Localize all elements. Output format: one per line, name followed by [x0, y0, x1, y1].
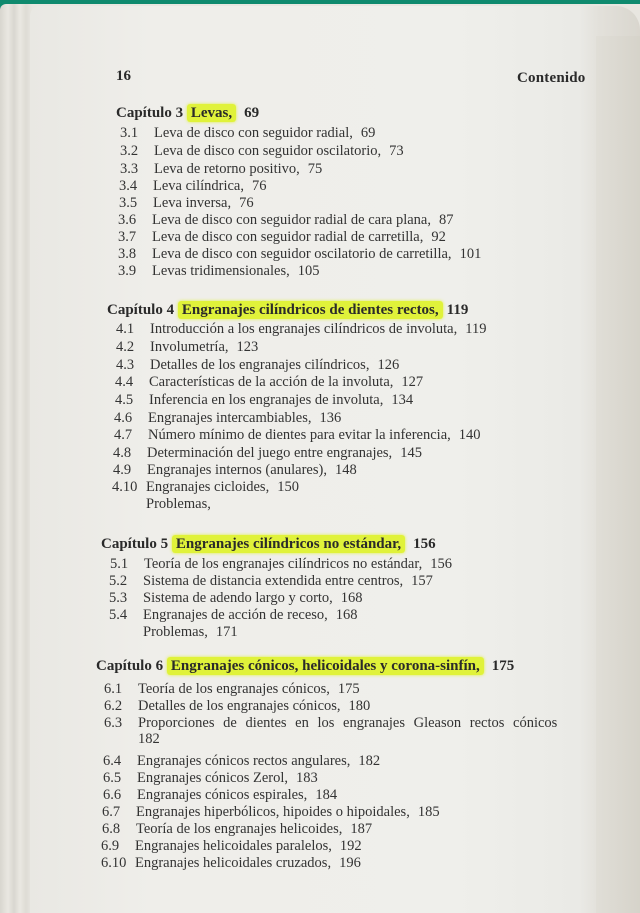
toc-entry: 4.8 Determinación del juego entre engranajes, 145	[113, 445, 422, 461]
toc-entry: 6.4 Engranajes cónicos rectos angulares, 182	[103, 753, 381, 769]
chapter-heading	[116, 105, 259, 122]
chapter-page: 156	[413, 536, 436, 552]
chapter-page: 119	[446, 302, 469, 318]
chapter-heading	[96, 658, 514, 675]
toc-entry: 3.1 Leva de disco con seguidor radial, 69	[120, 125, 376, 141]
toc-entry: 6.8 Teoría de los engranajes helicoides, 187	[102, 821, 373, 837]
toc-entry: 4.6 Engranajes intercambiables, 136	[114, 410, 342, 426]
chapter-title: Levas,	[187, 104, 236, 122]
chapter-heading	[107, 302, 468, 319]
toc-entry: 4.10 Engranajes cicloides, 150	[112, 479, 299, 495]
page-shadow	[596, 36, 640, 913]
toc-entry: 6.6 Engranajes cónicos espirales, 184	[103, 787, 338, 803]
toc-entry: 4.7 Número mínimo de dientes para evitar la inferencia, 140	[114, 427, 481, 443]
toc-entry: 5.4 Engranajes de acción de receso, 168	[109, 607, 358, 623]
toc-entry: 3.2 Leva de disco con seguidor oscilatorio, 73	[120, 143, 404, 159]
toc-entry: 4.2 Involumetría, 123	[116, 339, 259, 355]
toc-entry: 3.7 Leva de disco con seguidor radial de carretilla, 92	[118, 229, 446, 245]
page-number: 16	[116, 68, 131, 84]
running-header: Contenido	[517, 70, 586, 86]
chapter-label: Capítulo 5	[101, 536, 169, 552]
chapter-page: 175	[491, 658, 515, 674]
toc-entry: 4.1 Introducción a los engranajes cilíndricos de involuta, 119	[116, 321, 487, 337]
toc-entry: 6.7 Engranajes hiperbólicos, hipoides o hipoidales, 185	[102, 804, 440, 820]
chapter-page: 69	[244, 105, 260, 121]
toc-entry: 4.4 Características de la acción de la involuta, 127	[115, 374, 424, 390]
chapter-title: Engranajes cónicos, helicoidales y corona-sinfín,	[167, 657, 484, 675]
chapter-title: Engranajes cilíndricos de dientes rectos,	[178, 301, 443, 319]
chapter-title: Engranajes cilíndricos no estándar,	[172, 535, 405, 553]
toc-entry: 3.4 Leva cilíndrica, 76	[119, 178, 267, 194]
chapter-heading	[101, 536, 436, 553]
toc-entry: 6.1 Teoría de los engranajes cónicos, 175	[104, 681, 360, 697]
toc-entry: Problemas,	[146, 496, 211, 512]
toc-entry: 6.9 Engranajes helicoidales paralelos, 192	[101, 838, 362, 854]
toc-entry: 3.8 Leva de disco con seguidor oscilatorio de carretilla, 101	[118, 246, 482, 262]
toc-entry: 5.2 Sistema de distancia extendida entre centros, 157	[109, 573, 433, 589]
chapter-label: Capítulo 3	[116, 105, 184, 121]
toc-entry: 3.3 Leva de retorno positivo, 75	[120, 161, 323, 177]
toc-entry: 6.2 Detalles de los engranajes cónicos, 180	[104, 698, 371, 714]
toc-entry-page: 182	[138, 731, 160, 747]
toc-entry: 6.5 Engranajes cónicos Zerol, 183	[103, 770, 318, 786]
chapter-label: Capítulo 6	[96, 658, 164, 674]
toc-entry: 3.6 Leva de disco con seguidor radial de cara plana, 87	[118, 212, 454, 228]
toc-entry: 3.9 Levas tridimensionales, 105	[118, 263, 320, 279]
toc-entry: 5.1 Teoría de los engranajes cilíndricos no estándar, 156	[110, 556, 452, 572]
toc-entry: 4.3 Detalles de los engranajes cilíndricos, 126	[116, 357, 400, 373]
toc-entry: 6.3 Proporciones de dientes en los engranajes Gleason rectos cónicos	[104, 715, 558, 731]
toc-entry: 3.5 Leva inversa, 76	[119, 195, 254, 211]
toc-entry: 4.5 Inferencia en los engranajes de involuta, 134	[115, 392, 414, 408]
toc-entry: 4.9 Engranajes internos (anulares), 148	[113, 462, 357, 478]
toc-entry: 5.3 Sistema de adendo largo y corto, 168	[109, 590, 363, 606]
chapter-label: Capítulo 4	[107, 302, 175, 318]
toc-entry: 6.10 Engranajes helicoidales cruzados, 196	[101, 855, 361, 871]
toc-entry: Problemas, 171	[143, 624, 238, 640]
